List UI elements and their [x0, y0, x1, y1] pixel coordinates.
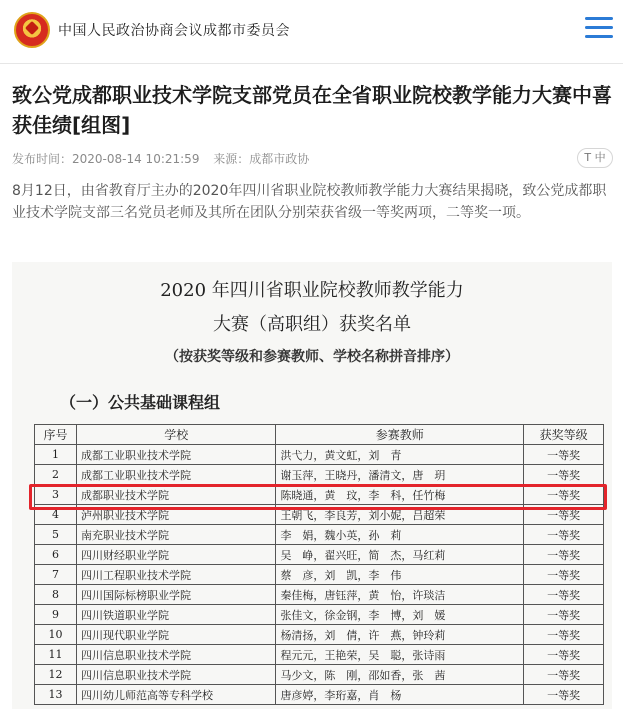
- col-header-no: 序号: [35, 425, 77, 445]
- award-cell: 一等奖: [524, 625, 604, 645]
- row-number: 13: [35, 685, 77, 705]
- row-number: 9: [35, 605, 77, 625]
- school-cell: 四川铁道职业学院: [76, 605, 275, 625]
- doc-title-line2: 大赛（高职组）获奖名单: [213, 314, 411, 335]
- school-cell: 四川信息职业技术学院: [76, 645, 275, 665]
- table-row: [35, 465, 604, 485]
- teachers-cell: 洪弋力，黄文虹，刘 青: [276, 445, 524, 465]
- table-row: [35, 645, 604, 665]
- award-cell: 一等奖: [524, 585, 604, 605]
- site-title[interactable]: 中国人民政治协商会议成都市委员会: [58, 23, 290, 39]
- cppcc-emblem-icon[interactable]: [14, 12, 50, 48]
- teachers-cell: 李 娟，魏小英，孙 莉: [276, 525, 524, 545]
- row-number: 7: [35, 565, 77, 585]
- school-cell: 四川国际标榜职业学院: [76, 585, 275, 605]
- row-number: 3: [35, 485, 77, 505]
- school-cell: 四川工程职业技术学院: [76, 565, 275, 585]
- teachers-cell: 程元元，王艳荣，吴 聪，张诗雨: [276, 645, 524, 665]
- col-header-school: 学校: [76, 425, 275, 445]
- row-number: 1: [35, 445, 77, 465]
- table-row: [35, 525, 604, 545]
- row-number: 2: [35, 465, 77, 485]
- row-number: 5: [35, 525, 77, 545]
- row-number: 6: [35, 545, 77, 565]
- highlighted-row-frame: [29, 484, 607, 510]
- doc-section-title: （一）公共基础课程组: [60, 393, 221, 412]
- publish-time: 发布时间：2020-08-14 10:21:59: [12, 152, 200, 166]
- table-row: [35, 565, 604, 585]
- table-row: [35, 585, 604, 605]
- award-list-image: [12, 262, 612, 709]
- doc-title-line1: 2020 年四川省职业院校教师教学能力: [160, 280, 464, 301]
- school-cell: 南充职业技术学院: [76, 525, 275, 545]
- article-source: 来源：成都市政协: [213, 152, 310, 166]
- doc-sort-note: （按获奖等级和参赛教师、学校名称拼音排序）: [165, 349, 459, 365]
- teachers-cell: 王朝飞，李良芳，刘小妮，吕超荣: [276, 505, 524, 525]
- table-row: [35, 685, 604, 705]
- col-header-award: 获奖等级: [524, 425, 604, 445]
- teachers-cell: 唐彦婷，李珩嘉，肖 杨: [276, 685, 524, 705]
- row-number: 12: [35, 665, 77, 685]
- school-cell: 四川幼儿师范高等专科学校: [76, 685, 275, 705]
- award-cell: 一等奖: [524, 565, 604, 585]
- col-header-teachers: 参赛教师: [276, 425, 524, 445]
- award-cell: 一等奖: [524, 525, 604, 545]
- teachers-cell: 陈晓通，黄 玟，李 科，任竹梅: [276, 485, 524, 505]
- award-cell: 一等奖: [524, 445, 604, 465]
- row-number: 8: [35, 585, 77, 605]
- font-size-button[interactable]: T 中: [577, 148, 613, 168]
- school-cell: 四川财经职业学院: [76, 545, 275, 565]
- teachers-cell: 秦佳梅，唐钰萍，黄 怡，许琰洁: [276, 585, 524, 605]
- award-table: [34, 424, 604, 705]
- table-row: [35, 445, 604, 465]
- teachers-cell: 吴 峥，翟兴旺，简 杰，马红莉: [276, 545, 524, 565]
- article-headline: 致公党成都职业技术学院支部党员在全省职业院校教学能力大赛中喜获佳绩[组图]: [12, 83, 612, 137]
- hamburger-menu-icon[interactable]: [585, 17, 613, 41]
- article-lead-paragraph: 8月12日，由省教育厅主办的2020年四川省职业院校教师教学能力大赛结果揭晓，致公党成都职业技术学院支部三名党员老师及其所在团队分别荣获省级一等奖两项，二等奖一项。: [12, 183, 607, 221]
- table-row: [35, 625, 604, 645]
- award-cell: 一等奖: [524, 645, 604, 665]
- row-number: 10: [35, 625, 77, 645]
- award-cell: 一等奖: [524, 505, 604, 525]
- article-meta: [12, 150, 319, 167]
- award-cell: 一等奖: [524, 685, 604, 705]
- top-header: [0, 0, 623, 64]
- teachers-cell: 马少文，陈 刚，邵如香，张 茜: [276, 665, 524, 685]
- school-cell: 四川信息职业技术学院: [76, 665, 275, 685]
- table-row: [35, 605, 604, 625]
- table-header-row: [35, 425, 604, 445]
- award-cell: 一等奖: [524, 605, 604, 625]
- school-cell: 成都工业职业技术学院: [76, 465, 275, 485]
- award-cell: 一等奖: [524, 545, 604, 565]
- award-cell: 一等奖: [524, 485, 604, 505]
- award-cell: 一等奖: [524, 465, 604, 485]
- school-cell: 泸州职业技术学院: [76, 505, 275, 525]
- row-number: 4: [35, 505, 77, 525]
- school-cell: 成都工业职业技术学院: [76, 445, 275, 465]
- table-row: [35, 665, 604, 685]
- award-cell: 一等奖: [524, 665, 604, 685]
- table-row: [35, 545, 604, 565]
- row-number: 11: [35, 645, 77, 665]
- teachers-cell: 谢玉萍，王晓丹，潘清文，唐 玥: [276, 465, 524, 485]
- school-cell: 四川现代职业学院: [76, 625, 275, 645]
- school-cell: 成都职业技术学院: [76, 485, 275, 505]
- teachers-cell: 张佳文，徐金钢，李 博，刘 媛: [276, 605, 524, 625]
- teachers-cell: 杨清扬，刘 倩，许 燕，钟玲莉: [276, 625, 524, 645]
- teachers-cell: 蔡 彦，刘 凯，李 伟: [276, 565, 524, 585]
